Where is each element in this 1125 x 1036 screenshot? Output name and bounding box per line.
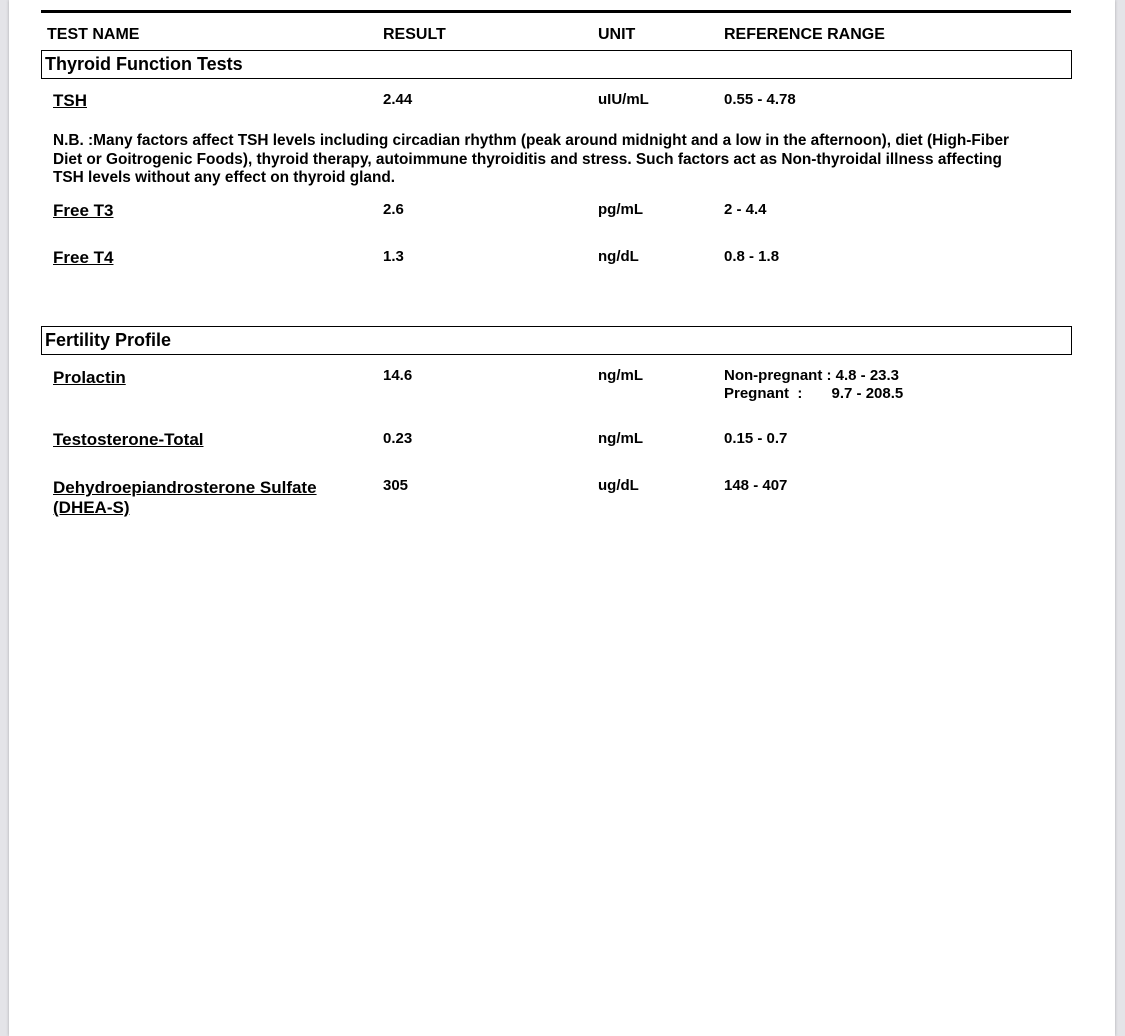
test-reference-free-t4: 0.8 - 1.8 xyxy=(724,248,780,265)
report-page xyxy=(9,0,1115,1036)
test-reference-prolactin xyxy=(724,367,903,403)
test-name-dhea-s[interactable]: Dehydroepiandrosterone Sulfate (DHEA-S) xyxy=(53,478,317,517)
test-unit-free-t4: ng/dL xyxy=(598,248,639,265)
section-title-fertility: Fertility Profile xyxy=(41,326,1072,355)
test-result-free-t3: 2.6 xyxy=(383,201,404,218)
reference-line-pregnant: Pregnant : 9.7 - 208.5 xyxy=(724,385,904,402)
test-result-tsh: 2.44 xyxy=(383,91,413,108)
test-name-testosterone[interactable]: Testosterone-Total xyxy=(53,430,204,449)
header-test-name: TEST NAME xyxy=(47,26,140,43)
test-unit-free-t3: pg/mL xyxy=(598,201,643,218)
header-result: RESULT xyxy=(383,26,446,43)
test-unit-dhea-s: ug/dL xyxy=(598,477,639,494)
top-divider xyxy=(41,10,1071,13)
header-unit: UNIT xyxy=(598,26,636,43)
test-unit-testosterone: ng/mL xyxy=(598,430,643,447)
tsh-note: N.B. :Many factors affect TSH levels including circadian rhythm (peak around midnight and a low in the afternoon), diet (High-Fiber Diet or Goitrogenic Foods), thyroid therapy, autoimmune thyroiditis and stress. Such factors act as Non-thyroidal illness affecting TSH levels without any effect on thyroid gland. xyxy=(53,132,1010,186)
test-name-tsh[interactable]: TSH xyxy=(53,91,87,110)
test-reference-tsh: 0.55 - 4.78 xyxy=(724,91,796,108)
test-result-dhea-s: 305 xyxy=(383,477,409,494)
test-result-free-t4: 1.3 xyxy=(383,248,404,265)
test-result-testosterone: 0.23 xyxy=(383,430,413,447)
test-unit-prolactin: ng/mL xyxy=(598,367,643,384)
header-reference-range: REFERENCE RANGE xyxy=(724,26,885,43)
test-name-free-t3[interactable]: Free T3 xyxy=(53,201,114,220)
test-reference-testosterone: 0.15 - 0.7 xyxy=(724,430,788,447)
test-unit-tsh: uIU/mL xyxy=(598,91,649,108)
test-name-prolactin[interactable]: Prolactin xyxy=(53,368,126,387)
test-name-free-t4[interactable]: Free T4 xyxy=(53,248,114,267)
reference-line-non-pregnant: Non-pregnant : 4.8 - 23.3 xyxy=(724,367,900,384)
test-result-prolactin: 14.6 xyxy=(383,367,413,384)
test-reference-free-t3: 2 - 4.4 xyxy=(724,201,767,218)
test-reference-dhea-s: 148 - 407 xyxy=(724,477,788,494)
section-title-thyroid: Thyroid Function Tests xyxy=(41,50,1072,79)
